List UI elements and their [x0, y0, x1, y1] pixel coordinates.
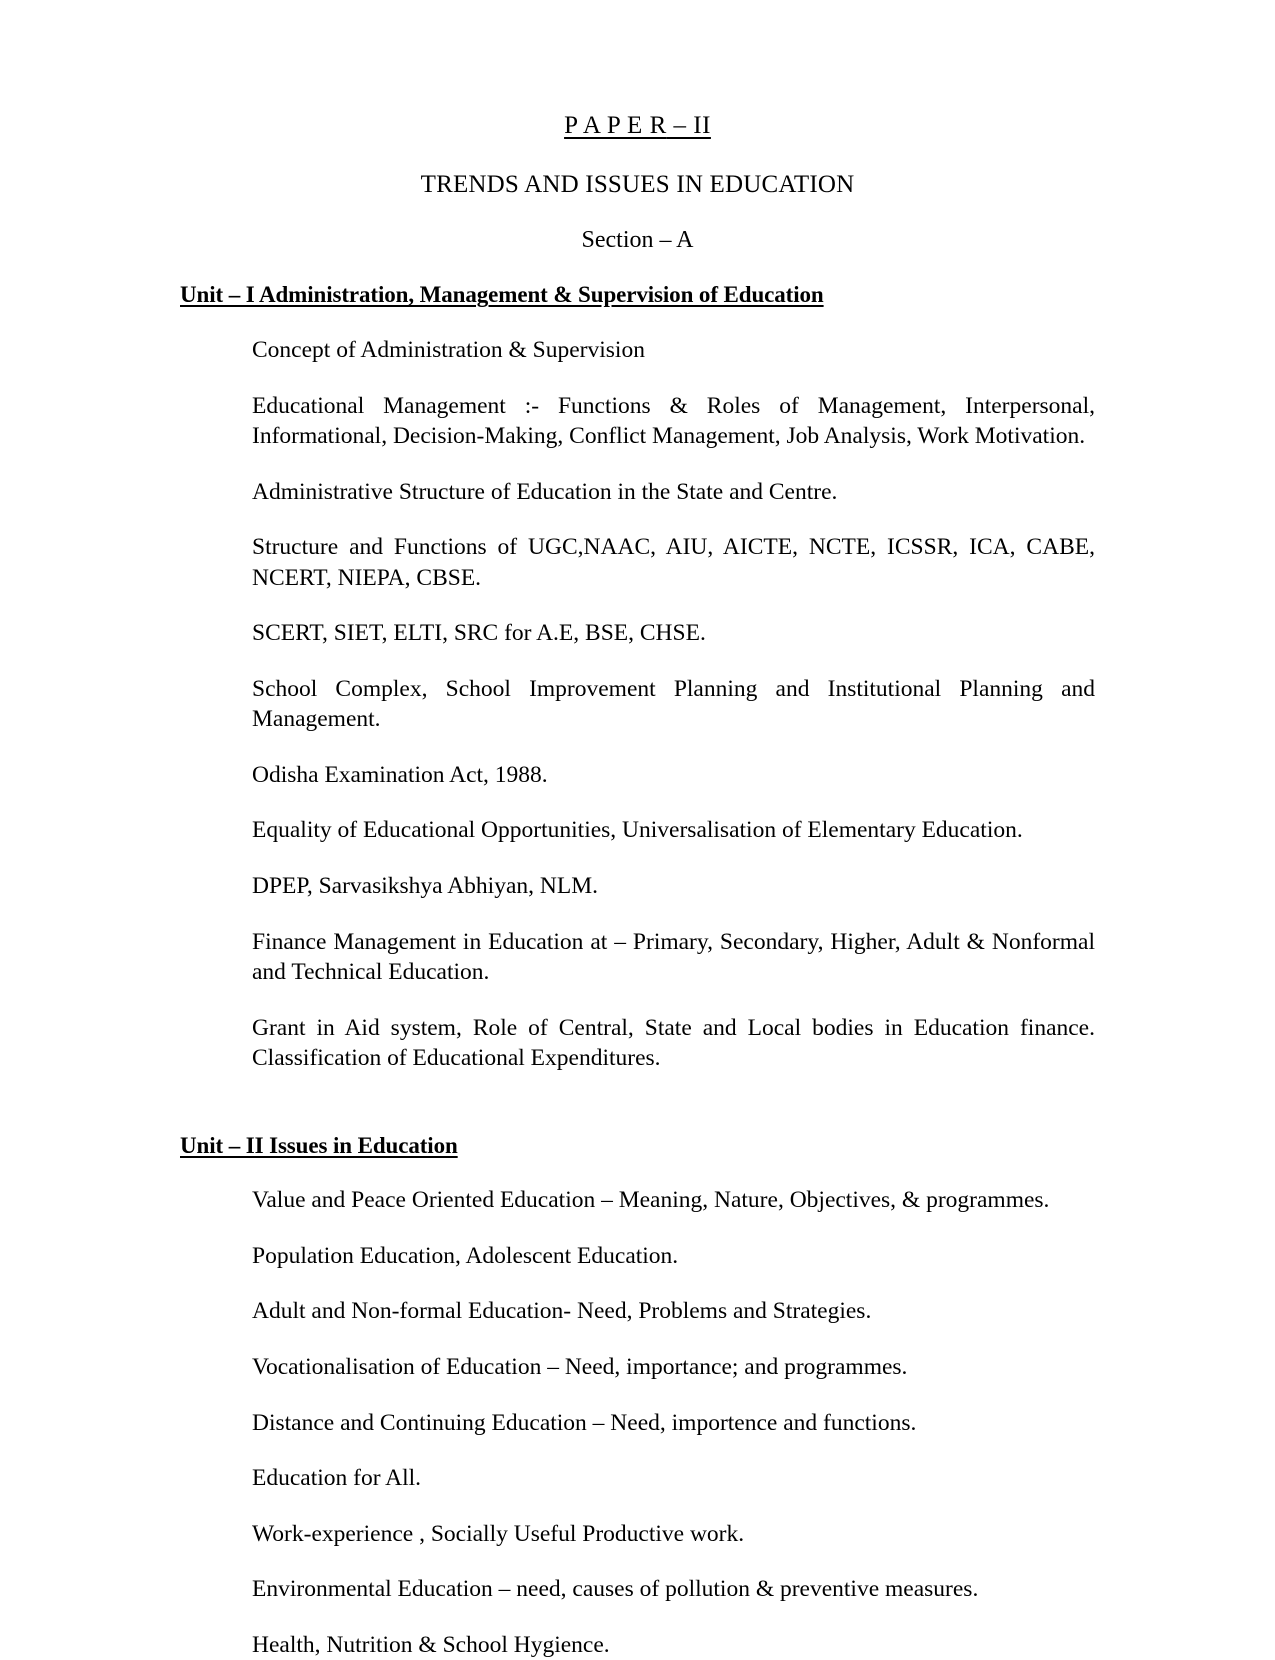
- list-item: SCERT, SIET, ELTI, SRC for A.E, BSE, CHSE.: [252, 620, 706, 647]
- list-item: Grant in Aid system, Role of Central, State and Local bodies in Education finance. Classification of Educational Expenditures.: [252, 1014, 1095, 1072]
- list-item: Structure and Functions of UGC,NAAC, AIU, AICTE, NCTE, ICSSR, ICA, CABE, NCERT, NIEPA, CBSE.: [252, 534, 1095, 591]
- document-header: [180, 112, 1095, 253]
- list-item: Educational Management :- Functions & Roles of Management, Interpersonal, Informational, Decision-Making, Conflict Management, Job Analysis, Work Motivation.: [252, 392, 1095, 450]
- list-item: DPEP, Sarvasikshya Abhiyan, NLM.: [252, 873, 598, 899]
- section-title: Section – A: [581, 227, 694, 253]
- list-item: Vocationalisation of Education – Need, importance; and programmes.: [252, 1353, 908, 1380]
- page-title: [180, 112, 1095, 140]
- list-item: Population Education, Adolescent Education.: [252, 1242, 679, 1269]
- list-item: Distance and Continuing Education – Need, importence and functions.: [252, 1409, 917, 1436]
- list-item: Equality of Educational Opportunities, Universalisation of Elementary Education.: [252, 817, 1023, 844]
- paper-label: P A P E R: [564, 112, 667, 139]
- list-item: Adult and Non-formal Education- Need, Problems and Strategies.: [252, 1298, 872, 1325]
- unit-1-heading: Unit – I Administration, Management & Supervision of Education: [180, 282, 824, 308]
- paper-number: – II: [666, 112, 711, 139]
- unit-2-item-list: [180, 1185, 1095, 1660]
- unit-1-item-list: [180, 335, 1095, 1074]
- list-item: Health, Nutrition & School Hygience.: [252, 1631, 610, 1658]
- list-item: Value and Peace Oriented Education – Meaning, Nature, Objectives, & programmes.: [252, 1187, 1050, 1214]
- list-item: Environmental Education – need, causes of pollution & preventive measures.: [252, 1576, 979, 1603]
- list-item: Finance Management in Education at – Primary, Secondary, Higher, Adult & Nonformal and Technical Education.: [252, 928, 1095, 986]
- list-item: Odisha Examination Act, 1988.: [252, 761, 548, 788]
- unit-2-heading: Unit – II Issues in Education: [180, 1132, 458, 1158]
- unit-block-1: [180, 281, 1095, 1073]
- list-item: School Complex, School Improvement Planning and Institutional Planning and Management.: [252, 675, 1095, 733]
- list-item: Education for All.: [252, 1465, 422, 1492]
- list-item: Work-experience , Socially Useful Productive work.: [252, 1520, 745, 1547]
- subject-title: TRENDS AND ISSUES IN EDUCATION: [420, 170, 855, 198]
- list-item: Administrative Structure of Education in the State and Centre.: [252, 478, 838, 505]
- list-item: Concept of Administration & Supervision: [252, 336, 645, 363]
- unit-block-2: [180, 1132, 1095, 1660]
